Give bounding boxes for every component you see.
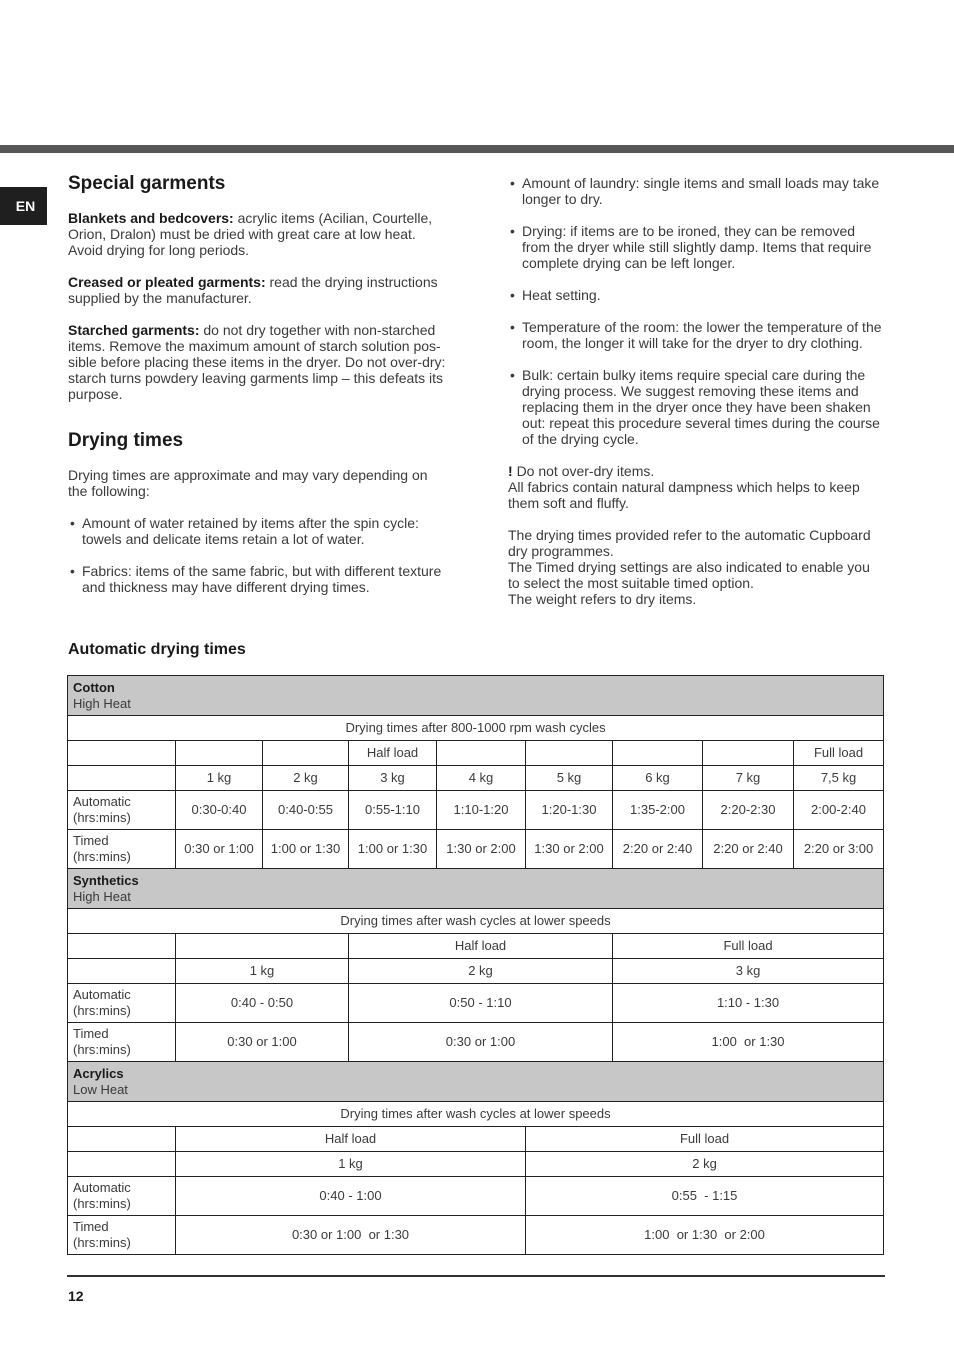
synthetics-timed-row-label: Timed (hrs:mins) <box>68 1023 176 1062</box>
list-item <box>508 223 928 271</box>
warning-text: Do not over-dry items. All fabrics contain natural dampness which helps to keep them soft and fluffy. <box>508 463 860 511</box>
cotton-load-cell <box>263 741 349 766</box>
cotton-weight-row-label <box>68 766 176 791</box>
cotton-automatic-cell: 0:40-0:55 <box>263 791 349 830</box>
cotton-load-cell: Full load <box>794 741 884 766</box>
footer-rule <box>67 1275 885 1277</box>
cotton-automatic-cell: 1:20-1:30 <box>526 791 613 830</box>
creased-paragraph <box>68 274 488 306</box>
synthetics-automatic-cell: 1:10 - 1:30 <box>613 984 884 1023</box>
bullet-icon: • <box>70 515 75 531</box>
special-garments-heading: Special garments <box>68 173 226 194</box>
cotton-timed-cell: 1:30 or 2:00 <box>437 830 526 869</box>
acrylics-timed-row <box>68 1216 884 1255</box>
cotton-automatic-cell: 2:20-2:30 <box>703 791 794 830</box>
creased-text: read the drying instructions supplied by the manufacturer. <box>68 274 438 306</box>
cotton-weight-cell: 5 kg <box>526 766 613 791</box>
list-item <box>508 367 928 447</box>
cotton-load-cell <box>437 741 526 766</box>
cotton-timed-row-label: Timed (hrs:mins) <box>68 830 176 869</box>
cotton-load-cell <box>613 741 703 766</box>
cotton-timed-cell: 2:20 or 2:40 <box>613 830 703 869</box>
synthetics-heat-setting: High Heat <box>73 888 131 904</box>
acrylics-timed-row-label: Timed (hrs:mins) <box>68 1216 176 1255</box>
synthetics-weight-cell: 3 kg <box>613 959 884 984</box>
drying-times-intro: Drying times are approximate and may vary depending on the following: <box>68 467 428 499</box>
bullet-icon: • <box>510 367 515 383</box>
starched-paragraph <box>68 322 488 402</box>
cotton-load-row-label <box>68 741 176 766</box>
synthetics-section-header <box>68 869 884 909</box>
acrylics-subtitle-row <box>68 1102 884 1127</box>
acrylics-heat-setting: Low Heat <box>73 1081 128 1097</box>
synthetics-load-cell: Half load <box>349 934 613 959</box>
automatic-drying-times-heading: Automatic drying times <box>68 641 246 658</box>
acrylics-weight-cell: 1 kg <box>176 1152 526 1177</box>
synthetics-header-row <box>68 869 884 909</box>
factor-water-retained: Amount of water retained by items after the spin cycle: towels and delicate items retain a lot of water. <box>82 515 419 547</box>
cotton-load-row <box>68 741 884 766</box>
cotton-automatic-cell: 2:00-2:40 <box>794 791 884 830</box>
cotton-weight-cell: 6 kg <box>613 766 703 791</box>
acrylics-weight-row-label <box>68 1152 176 1177</box>
synthetics-weight-row <box>68 959 884 984</box>
header-bar <box>0 145 954 153</box>
synthetics-load-row-label <box>68 934 176 959</box>
starched-label: Starched garments: <box>68 322 200 338</box>
synthetics-subtitle-row <box>68 909 884 934</box>
acrylics-automatic-row <box>68 1177 884 1216</box>
cotton-timed-cell: 1:30 or 2:00 <box>526 830 613 869</box>
bullet-icon: • <box>510 175 515 191</box>
synthetics-fabric-name: Synthetics <box>73 872 139 888</box>
list-item <box>508 175 928 207</box>
synthetics-automatic-row <box>68 984 884 1023</box>
cotton-load-cell <box>703 741 794 766</box>
list-item <box>68 515 488 547</box>
cotton-timed-cell: 2:20 or 2:40 <box>703 830 794 869</box>
synthetics-weight-cell: 1 kg <box>176 959 349 984</box>
drying-times-note: The drying times provided refer to the automatic Cupboard dry programmes. The Timed drying settings are also indicated to enable you to select the most suitable timed option. The weight refers to dry items. <box>508 527 871 607</box>
creased-label: Creased or pleated garments: <box>68 274 266 290</box>
synthetics-timed-cell: 1:00 or 1:30 <box>613 1023 884 1062</box>
cotton-timed-row <box>68 830 884 869</box>
cotton-automatic-cell: 1:10-1:20 <box>437 791 526 830</box>
list-item <box>68 563 488 595</box>
cotton-weight-row <box>68 766 884 791</box>
cotton-timed-cell: 0:30 or 1:00 <box>176 830 263 869</box>
list-item <box>508 287 928 303</box>
acrylics-section-header <box>68 1062 884 1102</box>
cotton-fabric-name: Cotton <box>73 679 115 695</box>
blankets-text: acrylic items (Acilian, Courtelle, Orion, Dralon) must be dried with great care at low heat. Avoid drying for long periods. <box>68 210 433 258</box>
table-body <box>68 676 884 1255</box>
cotton-timed-cell: 1:00 or 1:30 <box>349 830 437 869</box>
factor-drying: Drying: if items are to be ironed, they can be removed from the dryer while still slightly damp. Items that require complete drying can be left longer. <box>522 223 872 271</box>
synthetics-timed-cell: 0:30 or 1:00 <box>349 1023 613 1062</box>
synthetics-weight-row-label <box>68 959 176 984</box>
starched-text: do not dry together with non-starched items. Remove the maximum amount of starch solution pos- sible before placing these items in the dryer. Do not over-dry: starch turns powdery leaving garments limp – this defeats its purpose. <box>68 322 446 402</box>
left-column <box>68 173 488 611</box>
factor-room-temperature: Temperature of the room: the lower the temperature of the room, the longer it will take for the dryer to dry clothing. <box>522 319 882 351</box>
bullet-icon: • <box>510 319 515 335</box>
drying-times-heading: Drying times <box>68 430 184 451</box>
synthetics-automatic-row-label: Automatic (hrs:mins) <box>68 984 176 1023</box>
bullet-icon: • <box>70 563 75 579</box>
cotton-weight-cell: 3 kg <box>349 766 437 791</box>
cotton-automatic-row-label: Automatic (hrs:mins) <box>68 791 176 830</box>
acrylics-subtitle: Drying times after wash cycles at lower speeds <box>68 1102 884 1127</box>
cotton-load-cell <box>526 741 613 766</box>
cotton-weight-cell: 7 kg <box>703 766 794 791</box>
page-number: 12 <box>68 1288 84 1304</box>
synthetics-weight-cell: 2 kg <box>349 959 613 984</box>
acrylics-weight-cell: 2 kg <box>526 1152 884 1177</box>
cotton-automatic-cell: 1:35-2:00 <box>613 791 703 830</box>
acrylics-load-cell: Full load <box>526 1127 884 1152</box>
cotton-subtitle: Drying times after 800-1000 rpm wash cycles <box>68 716 884 741</box>
cotton-automatic-row <box>68 791 884 830</box>
synthetics-load-row <box>68 934 884 959</box>
cotton-load-cell <box>176 741 263 766</box>
synthetics-load-cell <box>176 934 349 959</box>
acrylics-automatic-row-label: Automatic (hrs:mins) <box>68 1177 176 1216</box>
cotton-timed-cell: 1:00 or 1:30 <box>263 830 349 869</box>
list-item <box>508 319 928 351</box>
cotton-subtitle-row <box>68 716 884 741</box>
acrylics-load-row <box>68 1127 884 1152</box>
over-dry-warning <box>508 463 928 511</box>
cotton-automatic-cell: 0:55-1:10 <box>349 791 437 830</box>
cotton-weight-cell: 4 kg <box>437 766 526 791</box>
factor-fabrics: Fabrics: items of the same fabric, but with different texture and thickness may have different drying times. <box>82 563 442 595</box>
cotton-automatic-cell: 0:30-0:40 <box>176 791 263 830</box>
automatic-drying-times-table <box>67 675 884 1255</box>
factor-amount-of-laundry: Amount of laundry: single items and small loads may take longer to dry. <box>522 175 880 207</box>
acrylics-fabric-name: Acrylics <box>73 1065 124 1081</box>
synthetics-timed-cell: 0:30 or 1:00 <box>176 1023 349 1062</box>
cotton-heat-setting: High Heat <box>73 695 131 711</box>
blankets-label: Blankets and bedcovers: <box>68 210 234 226</box>
cotton-load-cell: Half load <box>349 741 437 766</box>
synthetics-automatic-cell: 0:40 - 0:50 <box>176 984 349 1023</box>
language-tab: EN <box>0 187 47 225</box>
cotton-weight-cell: 7,5 kg <box>794 766 884 791</box>
synthetics-timed-row <box>68 1023 884 1062</box>
bullet-icon: • <box>510 287 515 303</box>
synthetics-load-cell: Full load <box>613 934 884 959</box>
cotton-weight-cell: 2 kg <box>263 766 349 791</box>
acrylics-load-row-label <box>68 1127 176 1152</box>
cotton-section-header <box>68 676 884 716</box>
blankets-paragraph <box>68 210 488 258</box>
factor-bulk: Bulk: certain bulky items require special care during the drying process. We suggest removing these items and replacing them in the dryer once they have been shaken out: repeat this procedure several times during the course of the drying cycle. <box>522 367 880 447</box>
acrylics-header-row <box>68 1062 884 1102</box>
cotton-weight-cell: 1 kg <box>176 766 263 791</box>
acrylics-automatic-cell: 0:40 - 1:00 <box>176 1177 526 1216</box>
warning-icon: ! <box>508 463 513 479</box>
acrylics-timed-cell: 1:00 or 1:30 or 2:00 <box>526 1216 884 1255</box>
acrylics-load-cell: Half load <box>176 1127 526 1152</box>
acrylics-automatic-cell: 0:55 - 1:15 <box>526 1177 884 1216</box>
bullet-icon: • <box>510 223 515 239</box>
synthetics-automatic-cell: 0:50 - 1:10 <box>349 984 613 1023</box>
factor-heat-setting: Heat setting. <box>522 287 601 303</box>
synthetics-subtitle: Drying times after wash cycles at lower speeds <box>68 909 884 934</box>
acrylics-weight-row <box>68 1152 884 1177</box>
cotton-header-row <box>68 676 884 716</box>
right-column <box>508 175 928 623</box>
acrylics-timed-cell: 0:30 or 1:00 or 1:30 <box>176 1216 526 1255</box>
cotton-timed-cell: 2:20 or 3:00 <box>794 830 884 869</box>
